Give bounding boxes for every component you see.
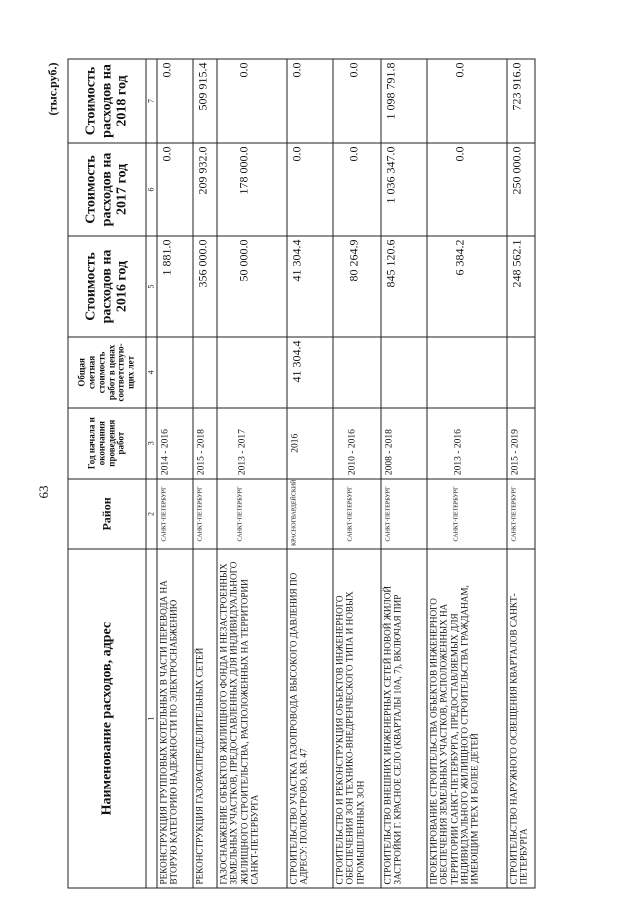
row-estimate: [381, 337, 427, 408]
row-cost-2018: 509 915.4: [193, 59, 217, 143]
table-header-row: [68, 59, 146, 888]
row-area: САНКТ-ПЕТЕРБУРГ: [333, 478, 381, 549]
row-years: 2015 - 2019: [507, 407, 535, 478]
row-cost-2016: 356 000.0: [193, 235, 217, 336]
row-cost-2018: 0.0: [287, 59, 333, 143]
row-cost-2016: 248 562.1: [507, 235, 535, 336]
page-number: 63: [36, 485, 51, 499]
row-years: 2013 - 2016: [427, 407, 507, 478]
table-row: [217, 59, 287, 888]
table-row: [193, 59, 217, 888]
table-row: [427, 59, 507, 888]
row-cost-2017: 0.0: [157, 142, 193, 235]
header-name: Наименование расходов, адрес: [68, 549, 146, 888]
row-cost-2017: 209 932.0: [193, 142, 217, 235]
header-cost-2017: Стоимость расходов на 2017 год: [68, 142, 146, 235]
row-area: САНКТ-ПЕТЕРБУРГ: [427, 478, 507, 549]
row-estimate: [217, 337, 287, 408]
units-label: (тыс.руб.): [45, 62, 60, 115]
table-row: [333, 59, 381, 888]
row-cost-2018: 0.0: [157, 59, 193, 143]
row-name: СТРОИТЕЛЬСТВО И РЕКОНСТРУКЦИЯ ОБЪЕКТОВ ИНЖЕНЕРНОГО ОБЕСПЕЧЕНИЯ ЗОН ТЕХНИКО-ВНЕДРЕНЧЕСКОГО ТИПА И НОВЫХ ПРОМЫШЛЕННЫХ ЗОН: [333, 549, 381, 888]
header-years: Год начала и окончания проведения работ: [68, 407, 146, 478]
row-area: САНКТ-ПЕТЕРБУРГ: [381, 478, 427, 549]
row-years: 2008 - 2018: [381, 407, 427, 478]
row-estimate: [193, 337, 217, 408]
table-row: [287, 59, 333, 888]
column-number: 1: [146, 549, 157, 888]
header-cost-2016: Стоимость расходов на 2016 год: [68, 235, 146, 336]
row-cost-2017: 0.0: [427, 142, 507, 235]
column-number: 2: [146, 478, 157, 549]
row-estimate: [157, 337, 193, 408]
row-years: 2015 - 2018: [193, 407, 217, 478]
row-area: КРАСНОГВАРДЕЙСКИЙ: [287, 478, 333, 549]
row-cost-2017: 1 036 347.0: [381, 142, 427, 235]
column-number: 3: [146, 407, 157, 478]
row-cost-2018: 0.0: [427, 59, 507, 143]
column-number: 4: [146, 337, 157, 408]
row-cost-2018: 0.0: [217, 59, 287, 143]
expenses-table: [68, 58, 536, 888]
table-row: [157, 59, 193, 888]
row-cost-2018: 0.0: [333, 59, 381, 143]
row-cost-2017: 250 000.0: [507, 142, 535, 235]
column-number: 5: [146, 235, 157, 336]
row-cost-2016: 1 881.0: [157, 235, 193, 336]
header-cost-2018: Стоимость расходов на 2018 год: [68, 59, 146, 143]
row-cost-2016: 845 120.6: [381, 235, 427, 336]
row-cost-2016: 6 384.2: [427, 235, 507, 336]
row-years: 2013 - 2017: [217, 407, 287, 478]
row-cost-2016: 80 264.9: [333, 235, 381, 336]
row-area: САНКТ-ПЕТЕРБУРГ: [507, 478, 535, 549]
row-name: ПРОЕКТИРОВАНИЕ СТРОИТЕЛЬСТВА ОБЪЕКТОВ ИНЖЕНЕРНОГО ОБЕСПЕЧЕНИЯ ЗЕМЕЛЬНЫХ УЧАСТКОВ, РАСПОЛОЖЕННЫХ НА ТЕРРИТОРИИ САНКТ-ПЕТЕРБУРГА, ПРЕДОСТАВЛЯЕМЫХ ДЛЯ ИНДИВИДУАЛЬНОГО ЖИЛИЩНОГО СТРОИТЕЛЬСТВА ГРАЖДАНАМ, ИМЕЮЩИМ ТРЕХ И БОЛЕЕ ДЕТЕЙ: [427, 549, 507, 888]
row-cost-2017: 0.0: [333, 142, 381, 235]
row-name: СТРОИТЕЛЬСТВО НАРУЖНОГО ОСВЕЩЕНИЯ КВАРТАЛОВ САНКТ-ПЕТЕРБУРГА: [507, 549, 535, 888]
row-estimate: 41 304.4: [287, 337, 333, 408]
column-number-row: [146, 59, 157, 888]
row-cost-2017: 178 000.0: [217, 142, 287, 235]
row-name: СТРОИТЕЛЬСТВО ВНЕШНИХ ИНЖЕНЕРНЫХ СЕТЕЙ НОВОЙ ЖИЛОЙ ЗАСТРОЙКИ Г. КРАСНОЕ СЕЛО (КВАРТАЛЫ 10А, 7), ВКЛЮЧАЯ ПИР: [381, 549, 427, 888]
row-name: РЕКОНСТРУКЦИЯ ГРУППОВЫХ КОТЕЛЬНЫХ В ЧАСТИ ПЕРЕВОДА НА ВТОРУЮ КАТЕГОРИЮ НАДЕЖНОСТИ ПО ЭЛЕКТРОСНАБЖЕНИЮ: [157, 549, 193, 888]
rotated-table-sheet: [45, 58, 573, 888]
row-years: 2014 - 2016: [157, 407, 193, 478]
column-number: 6: [146, 142, 157, 235]
row-name: ГАЗОСНАБЖЕНИЕ ОБЪЕКТОВ ЖИЛИЩНОГО ФОНДА И НЕЗАСТРОЕННЫХ ЗЕМЕЛЬНЫХ УЧАСТКОВ, ПРЕДОСТАВЛЕННЫХ ДЛЯ ИНДИВИДУАЛЬНОГО ЖИЛИЩНОГО СТРОИТЕЛЬСТВА, РАСПОЛОЖЕННЫХ НА ТЕРРИТОРИИ САНКТ-ПЕТЕРБУРГА: [217, 549, 287, 888]
row-area: САНКТ-ПЕТЕРБУРГ: [217, 478, 287, 549]
row-name: РЕКОНСТРУКЦИЯ ГАЗОРАСПРЕДЕЛИТЕЛЬНЫХ СЕТЕЙ: [193, 549, 217, 888]
row-area: САНКТ-ПЕТЕРБУРГ: [157, 478, 193, 549]
row-name: СТРОИТЕЛЬСТВО УЧАСТКА ГАЗОПРОВОДА ВЫСОКОГО ДАВЛЕНИЯ ПО АДРЕСУ: ПОЛЮСТРОВО, КВ. 47: [287, 549, 333, 888]
row-years: 2016: [287, 407, 333, 478]
row-cost-2016: 50 000.0: [217, 235, 287, 336]
column-number: 7: [146, 59, 157, 143]
row-area: САНКТ-ПЕТЕРБУРГ: [193, 478, 217, 549]
row-cost-2018: 1 098 791.8: [381, 59, 427, 143]
row-estimate: [507, 337, 535, 408]
row-cost-2018: 723 916.0: [507, 59, 535, 143]
header-area: Район: [68, 478, 146, 549]
row-years: 2010 - 2016: [333, 407, 381, 478]
table-row: [381, 59, 427, 888]
row-estimate: [427, 337, 507, 408]
row-cost-2016: 41 304.4: [287, 235, 333, 336]
row-cost-2017: 0.0: [287, 142, 333, 235]
table-row: [507, 59, 535, 888]
header-estimate: Общая сметная стоимость работ в ценах соответствую-щих лет: [68, 337, 146, 408]
row-estimate: [333, 337, 381, 408]
